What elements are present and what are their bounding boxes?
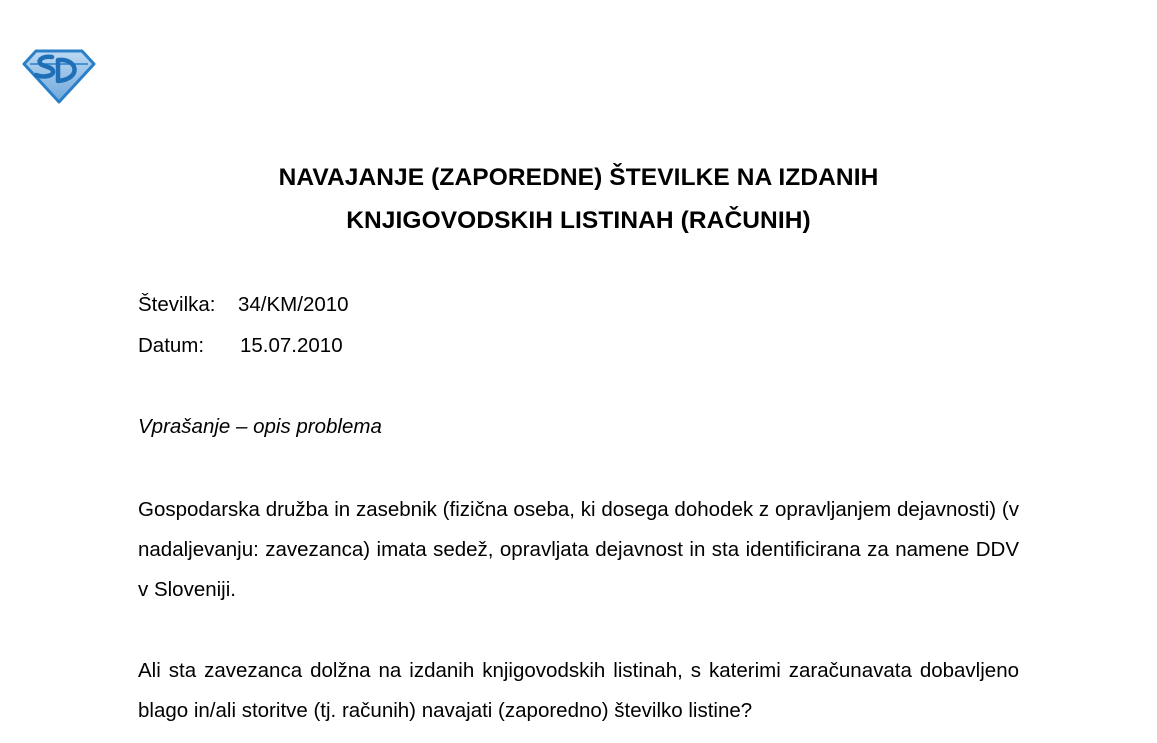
title-line-1: NAVAJANJE (ZAPOREDNE) ŠTEVILKE NA IZDANIH <box>278 164 879 191</box>
paragraph-2: Ali sta zavezanca dolžna na izdanih knjigovodskih listinah, s katerimi zaračunavata dobavljeno blago in/ali storitve (tj. računih) navajati (zaporedno) številko listine? <box>138 659 1019 722</box>
number-value: 34/KM/2010 <box>238 293 349 316</box>
number-label: Številka: <box>138 293 216 316</box>
date-row <box>138 329 1019 370</box>
date-label: Datum: <box>138 334 205 357</box>
document-title <box>0 156 1157 242</box>
paragraph-1: Gospodarska družba in zasebnik (fizična oseba, ki dosega dohodek z opravljanjem dejavnosti) (v nadaljevanju: zavezanca) imata sedež, opravljata dejavnost in sta identificirana za namene DDV v Sloveniji. <box>138 498 1019 601</box>
number-row <box>138 288 1019 329</box>
document-body <box>138 288 1019 731</box>
title-line-2: KNJIGOVODSKIH LISTINAH (RAČUNIH) <box>346 207 811 234</box>
sd-logo-icon <box>22 48 96 104</box>
section-heading: Vprašanje – opis problema <box>138 415 382 438</box>
date-value: 15.07.2010 <box>240 334 343 357</box>
